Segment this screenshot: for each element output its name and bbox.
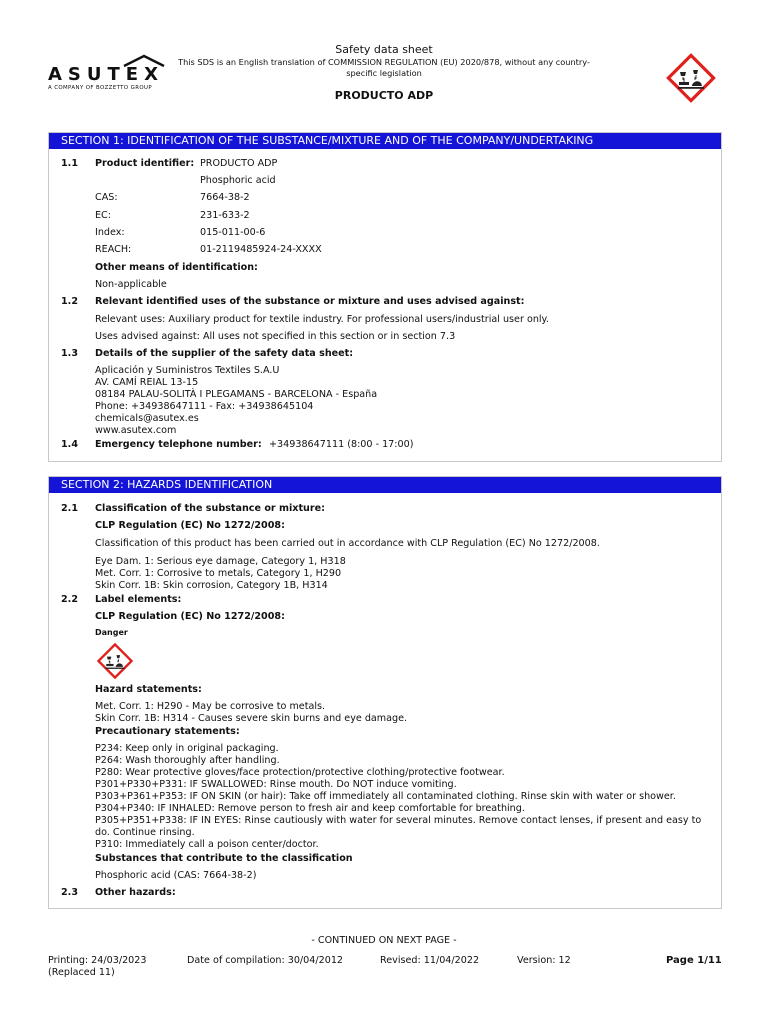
uses-advised-against: Uses advised against: All uses not specified in this section or in section 7.3 <box>95 331 456 342</box>
classification-item: Met. Corr. 1: Corrosive to metals, Category 1, H290 <box>95 568 342 579</box>
classification-heading: Classification of the substance or mixture: <box>95 503 325 514</box>
section-1 <box>48 132 722 462</box>
continued-notice: - CONTINUED ON NEXT PAGE - <box>311 935 457 946</box>
subsection-number: 2.3 <box>61 887 78 898</box>
replaced-version: (Replaced 11) <box>48 967 115 978</box>
precautionary-label: Precautionary statements: <box>95 726 240 737</box>
signal-word: Danger <box>95 628 128 637</box>
reach-value: 01-2119485924-24-XXXX <box>200 244 322 255</box>
subsection-number: 2.2 <box>61 594 78 605</box>
section-2-heading: SECTION 2: HAZARDS IDENTIFICATION <box>49 477 721 493</box>
ghs05-corrosive-icon <box>665 52 717 104</box>
revised-date: Revised: 11/04/2022 <box>380 955 480 966</box>
product-name: PRODUCTO ADP <box>334 89 434 102</box>
other-means-value: Non-applicable <box>95 279 167 290</box>
cas-value: 7664-38-2 <box>200 192 250 203</box>
other-means-label: Other means of identification: <box>95 262 258 273</box>
subsection-number: 1.1 <box>61 158 78 169</box>
precautionary-statement: P304+P340: IF INHALED: Remove person to fresh air and keep comfortable for breathing. <box>95 803 525 814</box>
version-number: Version: 12 <box>517 955 571 966</box>
product-identifier-label: Product identifier: <box>95 158 195 169</box>
supplier-heading: Details of the supplier of the safety data sheet: <box>95 348 354 359</box>
logo-tagline: A COMPANY OF BOZZETTO GROUP <box>48 85 152 91</box>
subsection-number: 1.3 <box>61 348 78 359</box>
hazard-statements-label: Hazard statements: <box>95 684 202 695</box>
ec-value: 231-633-2 <box>200 210 250 221</box>
supplier-city: 08184 PALAU-SOLITÀ I PLEGAMANS - BARCELONA - España <box>95 389 378 400</box>
document-title: Safety data sheet <box>335 43 433 56</box>
clp-regulation-label: CLP Regulation (EC) No 1272/2008: <box>95 520 285 531</box>
supplier-website[interactable]: www.asutex.com <box>95 425 177 436</box>
precautionary-statement: P301+P330+P331: IF SWALLOWED: Rinse mouth. Do NOT induce vomiting. <box>95 779 457 790</box>
supplier-email[interactable]: chemicals@asutex.es <box>95 413 199 424</box>
precautionary-statement: P234: Keep only in original packaging. <box>95 743 279 754</box>
precautionary-statement: do. Continue rinsing. <box>95 827 195 838</box>
clp-regulation-label: CLP Regulation (EC) No 1272/2008: <box>95 611 285 622</box>
classification-item: Skin Corr. 1B: Skin corrosion, Category 1B, H314 <box>95 580 328 591</box>
ec-label: EC: <box>95 210 111 221</box>
relevant-uses-heading: Relevant identified uses of the substance or mixture and uses advised against: <box>95 296 525 307</box>
other-hazards-heading: Other hazards: <box>95 887 176 898</box>
section-1-heading: SECTION 1: IDENTIFICATION OF THE SUBSTANCE/MIXTURE AND OF THE COMPANY/UNDERTAKING <box>49 133 721 149</box>
subsection-number: 1.2 <box>61 296 78 307</box>
substance-name: Phosphoric acid <box>200 175 276 186</box>
emergency-phone-label: Emergency telephone number: <box>95 439 262 450</box>
reach-label: REACH: <box>95 244 132 255</box>
logo-wordmark: ASUTEX <box>48 64 164 85</box>
supplier-address: AV. CAMÍ REIAL 13-15 <box>95 377 199 388</box>
classification-text: Classification of this product has been carried out in accordance with CLP Regulation (EC) No 1272/2008. <box>95 538 600 549</box>
ghs05-corrosive-icon <box>96 642 134 680</box>
asutex-logo <box>48 66 173 91</box>
document-subtitle: This SDS is an English translation of COMMISSION REGULATION (EU) 2020/878, without any country-specific legislation <box>178 57 590 78</box>
index-value: 015-011-00-6 <box>200 227 266 238</box>
hazard-statement: Skin Corr. 1B: H314 - Causes severe skin burns and eye damage. <box>95 713 408 724</box>
precautionary-statement: P303+P361+P353: IF ON SKIN (or hair): Take off immediately all contaminated clothing. Rinse skin with water or shower. <box>95 791 676 802</box>
label-elements-heading: Label elements: <box>95 594 182 605</box>
compilation-date: Date of compilation: 30/04/2012 <box>187 955 344 966</box>
product-identifier-value: PRODUCTO ADP <box>200 158 278 169</box>
classification-item: Eye Dam. 1: Serious eye damage, Category 1, H318 <box>95 556 346 567</box>
supplier-phone: Phone: +34938647111 - Fax: +34938645104 <box>95 401 314 412</box>
substances-value: Phosphoric acid (CAS: 7664-38-2) <box>95 870 257 881</box>
section-2 <box>48 476 722 909</box>
precautionary-statement: P305+P351+P338: IF IN EYES: Rinse cautiously with water for several minutes. Remove contact lenses, if present and easy to <box>95 815 702 826</box>
printing-date: Printing: 24/03/2023 <box>48 955 147 966</box>
subsection-number: 2.1 <box>61 503 78 514</box>
cas-label: CAS: <box>95 192 118 203</box>
subsection-number: 1.4 <box>61 439 78 450</box>
precautionary-statement: P280: Wear protective gloves/face protection/protective clothing/protective footwear. <box>95 767 505 778</box>
page-number: Page 1/11 <box>666 955 722 966</box>
precautionary-statement: P310: Immediately call a poison center/doctor. <box>95 839 319 850</box>
emergency-phone-value: +34938647111 (8:00 - 17:00) <box>269 439 414 450</box>
supplier-name: Aplicación y Suministros Textiles S.A.U <box>95 365 280 376</box>
precautionary-statement: P264: Wash thoroughly after handling. <box>95 755 280 766</box>
hazard-statement: Met. Corr. 1: H290 - May be corrosive to metals. <box>95 701 326 712</box>
relevant-uses-text: Relevant uses: Auxiliary product for textile industry. For professional users/industrial user only. <box>95 314 549 325</box>
substances-heading: Substances that contribute to the classification <box>95 853 353 864</box>
index-label: Index: <box>95 227 125 238</box>
